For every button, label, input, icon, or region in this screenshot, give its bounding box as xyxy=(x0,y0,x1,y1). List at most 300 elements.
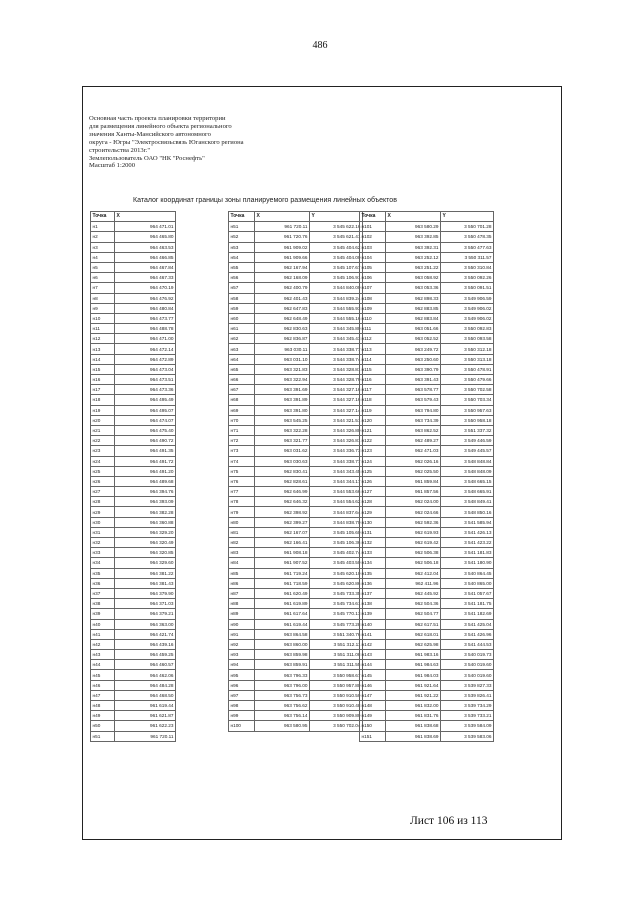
table-row xyxy=(360,273,494,283)
x-cell: 963 252.12 xyxy=(386,252,441,262)
table-row xyxy=(229,548,363,558)
y-cell: 3 541 181.75 xyxy=(441,599,494,609)
table-row xyxy=(91,344,176,354)
point-cell: н95 xyxy=(229,670,255,680)
x-cell: 962 412.04 xyxy=(386,568,441,578)
point-cell: н48 xyxy=(91,701,115,711)
y-cell: 3 544 839.24 xyxy=(310,293,363,303)
point-cell: н66 xyxy=(229,375,255,385)
x-cell: 963 756.62 xyxy=(255,701,310,711)
y-cell: 3 544 840.00 xyxy=(310,283,363,293)
project-header xyxy=(89,115,244,170)
x-cell: 964 466.85 xyxy=(115,252,176,262)
table-header-row xyxy=(91,212,176,222)
point-cell: н92 xyxy=(229,639,255,649)
point-cell: н44 xyxy=(91,660,115,670)
table-row xyxy=(91,415,176,425)
table-row xyxy=(229,354,363,364)
column-header-point: Точка xyxy=(229,212,255,222)
y-cell: 3 539 827.33 xyxy=(441,680,494,690)
point-cell: н10 xyxy=(91,313,115,323)
x-cell: 963 031.10 xyxy=(255,354,310,364)
header-line: Основная часть проекта планировки территории xyxy=(89,115,226,122)
point-cell: н121 xyxy=(360,425,386,435)
y-cell: 3 550 958.18 xyxy=(441,415,494,425)
x-cell: 963 860.00 xyxy=(255,639,310,649)
point-cell: н148 xyxy=(360,701,386,711)
point-cell: н113 xyxy=(360,344,386,354)
point-cell: н102 xyxy=(360,232,386,242)
x-cell: 962 648.49 xyxy=(255,313,310,323)
x-cell: 964 491.20 xyxy=(115,466,176,476)
table-row xyxy=(360,283,494,293)
point-cell: н131 xyxy=(360,527,386,537)
x-cell: 962 471.03 xyxy=(386,446,441,456)
y-cell: 3 550 701.28 xyxy=(441,222,494,232)
x-cell: 964 320.49 xyxy=(115,538,176,548)
y-cell: 3 541 426.96 xyxy=(441,629,494,639)
document-frame xyxy=(82,86,562,840)
x-cell: 962 646.99 xyxy=(255,487,310,497)
point-cell: н43 xyxy=(91,650,115,660)
point-cell: н54 xyxy=(229,252,255,262)
x-cell: 964 473.04 xyxy=(115,364,176,374)
point-cell: н79 xyxy=(229,507,255,517)
column-header-y: Y xyxy=(441,212,494,222)
point-cell: н60 xyxy=(229,313,255,323)
x-cell: 962 883.84 xyxy=(386,313,441,323)
point-cell: н120 xyxy=(360,415,386,425)
y-cell: 3 545 106.91 xyxy=(310,273,363,283)
y-cell: 3 550 093.58 xyxy=(441,334,494,344)
point-cell: н77 xyxy=(229,487,255,497)
table-row xyxy=(360,721,494,731)
point-cell: н45 xyxy=(91,670,115,680)
x-cell: 964 463.53 xyxy=(115,242,176,252)
table-row xyxy=(229,680,363,690)
x-cell: 964 421.74 xyxy=(115,629,176,639)
y-cell: 3 550 910.48 xyxy=(310,701,363,711)
y-cell: 3 551 311.55 xyxy=(310,660,363,670)
x-cell: 964 490.72 xyxy=(115,436,176,446)
x-cell: 963 796.33 xyxy=(255,670,310,680)
y-cell: 3 540 019.73 xyxy=(441,650,494,660)
table-row xyxy=(91,232,176,242)
x-cell: 962 618.01 xyxy=(386,629,441,639)
coordinates-table-3 xyxy=(359,211,494,742)
table-row xyxy=(360,313,494,323)
y-cell: 3 551 340.76 xyxy=(310,629,363,639)
y-cell: 3 544 326.81 xyxy=(310,436,363,446)
table-row xyxy=(360,405,494,415)
x-cell: 961 720.76 xyxy=(255,232,310,242)
x-cell: 963 391.89 xyxy=(255,395,310,405)
point-cell: н61 xyxy=(229,324,255,334)
x-cell: 962 625.98 xyxy=(386,639,441,649)
column-header-x: X xyxy=(386,212,441,222)
point-cell: н63 xyxy=(229,344,255,354)
x-cell: 961 619.89 xyxy=(255,599,310,609)
y-cell: 3 550 478.35 xyxy=(441,232,494,242)
table-row xyxy=(91,639,176,649)
table-row xyxy=(229,385,363,395)
table-row xyxy=(91,701,176,711)
x-cell: 963 796.00 xyxy=(255,680,310,690)
x-cell: 962 504.36 xyxy=(386,599,441,609)
y-cell: 3 549 446.59 xyxy=(441,436,494,446)
y-cell: 3 544 555.16 xyxy=(310,313,363,323)
point-cell: н32 xyxy=(91,538,115,548)
x-cell: 961 720.11 xyxy=(115,731,176,741)
table-row xyxy=(229,639,363,649)
x-cell: 962 166.41 xyxy=(255,538,310,548)
point-cell: н104 xyxy=(360,252,386,262)
x-cell: 961 921.22 xyxy=(386,690,441,700)
y-cell: 3 544 838.70 xyxy=(310,517,363,527)
x-cell: 963 859.91 xyxy=(255,660,310,670)
x-cell: 964 467.33 xyxy=(115,273,176,283)
y-cell: 3 548 665.15 xyxy=(441,476,494,486)
x-cell: 964 363.00 xyxy=(115,619,176,629)
y-cell: 3 549 906.59 xyxy=(441,293,494,303)
x-cell: 963 392.85 xyxy=(386,232,441,242)
table-header-row xyxy=(360,212,494,222)
point-cell: н51 xyxy=(91,731,115,741)
table-row xyxy=(91,324,176,334)
point-cell: н140 xyxy=(360,619,386,629)
y-cell: 3 539 734.29 xyxy=(441,701,494,711)
x-cell: 964 382.28 xyxy=(115,507,176,517)
point-cell: н94 xyxy=(229,660,255,670)
x-cell: 961 908.18 xyxy=(255,548,310,558)
point-cell: н135 xyxy=(360,568,386,578)
x-cell: 961 859.84 xyxy=(386,476,441,486)
x-cell: 964 460.57 xyxy=(115,660,176,670)
x-cell: 962 592.36 xyxy=(386,517,441,527)
point-cell: н105 xyxy=(360,262,386,272)
column-header-x: X xyxy=(255,212,310,222)
x-cell: 963 794.80 xyxy=(386,405,441,415)
table-row xyxy=(91,578,176,588)
y-cell: 3 544 336.73 xyxy=(310,446,363,456)
point-cell: н50 xyxy=(91,721,115,731)
sheet-label: Лист 106 из 113 xyxy=(410,815,488,827)
point-cell: н136 xyxy=(360,578,386,588)
table-row xyxy=(360,619,494,629)
table-row xyxy=(91,252,176,262)
table-row xyxy=(91,599,176,609)
y-cell: 3 550 702.58 xyxy=(441,385,494,395)
y-cell: 3 550 092.26 xyxy=(441,273,494,283)
table-row xyxy=(360,344,494,354)
y-cell: 3 545 105.60 xyxy=(310,527,363,537)
x-cell: 961 907.52 xyxy=(255,558,310,568)
table-row xyxy=(360,548,494,558)
x-cell: 964 360.88 xyxy=(115,517,176,527)
x-cell: 962 828.61 xyxy=(255,476,310,486)
table-row xyxy=(229,252,363,262)
table-row xyxy=(360,670,494,680)
x-cell: 962 489.27 xyxy=(386,436,441,446)
table-row xyxy=(360,395,494,405)
x-cell: 961 857.56 xyxy=(386,487,441,497)
x-cell: 963 392.31 xyxy=(386,242,441,252)
y-cell: 3 545 622.16 xyxy=(310,222,363,232)
point-cell: н90 xyxy=(229,619,255,629)
y-cell: 3 545 770.13 xyxy=(310,609,363,619)
table-row xyxy=(91,711,176,721)
x-cell: 964 381.43 xyxy=(115,578,176,588)
table-row xyxy=(360,385,494,395)
table-row xyxy=(91,588,176,598)
page-number: 486 xyxy=(312,40,328,51)
y-cell: 3 541 423.22 xyxy=(441,538,494,548)
header-line: Масштаб 1:2000 xyxy=(89,162,136,170)
table-row xyxy=(360,364,494,374)
point-cell: н116 xyxy=(360,375,386,385)
point-cell: н142 xyxy=(360,639,386,649)
header-line: округа - Югры "Электросвязьсвязь Юганского региона xyxy=(89,138,244,146)
x-cell: 963 051.66 xyxy=(386,324,441,334)
y-cell: 3 551 337.32 xyxy=(441,425,494,435)
y-cell: 3 544 555.93 xyxy=(310,303,363,313)
coordinates-table-1 xyxy=(90,211,176,742)
table-row xyxy=(229,660,363,670)
y-cell: 3 545 107.67 xyxy=(310,262,363,272)
x-cell: 962 898.33 xyxy=(386,293,441,303)
point-cell: н52 xyxy=(229,232,255,242)
point-cell: н35 xyxy=(91,568,115,578)
table-row xyxy=(91,303,176,313)
point-cell: н82 xyxy=(229,538,255,548)
table-row xyxy=(91,538,176,548)
table-row xyxy=(229,293,363,303)
table-row xyxy=(91,364,176,374)
x-cell: 963 756.14 xyxy=(255,711,310,721)
y-cell: 3 551 312.11 xyxy=(310,639,363,649)
point-cell: н39 xyxy=(91,609,115,619)
point-cell: н15 xyxy=(91,364,115,374)
x-cell: 964 473.51 xyxy=(115,375,176,385)
table-row xyxy=(229,334,363,344)
point-cell: н67 xyxy=(229,385,255,395)
y-cell: 3 549 906.02 xyxy=(441,303,494,313)
point-cell: н31 xyxy=(91,527,115,537)
table-row xyxy=(91,334,176,344)
point-cell: н129 xyxy=(360,507,386,517)
table-row xyxy=(360,690,494,700)
table-row xyxy=(91,262,176,272)
y-cell: 3 548 848.09 xyxy=(441,466,494,476)
x-cell: 963 249.72 xyxy=(386,344,441,354)
table-row xyxy=(229,527,363,537)
table-row xyxy=(360,731,494,741)
x-cell: 964 439.16 xyxy=(115,639,176,649)
x-cell: 963 578.77 xyxy=(386,385,441,395)
table-row xyxy=(229,609,363,619)
table-row xyxy=(91,293,176,303)
table-row xyxy=(229,232,363,242)
point-cell: н33 xyxy=(91,548,115,558)
table-row xyxy=(360,629,494,639)
point-cell: н22 xyxy=(91,436,115,446)
x-cell: 963 756.73 xyxy=(255,690,310,700)
point-cell: н89 xyxy=(229,609,255,619)
x-cell: 964 495.49 xyxy=(115,395,176,405)
y-cell: 3 540 864.45 xyxy=(441,568,494,578)
x-cell: 963 321.77 xyxy=(255,436,310,446)
point-cell: н16 xyxy=(91,375,115,385)
y-cell: 3 541 426.13 xyxy=(441,527,494,537)
x-cell: 964 320.85 xyxy=(115,548,176,558)
x-cell: 962 836.87 xyxy=(255,334,310,344)
header-line: Землепользователь ОАО "НК "Роснефть" xyxy=(89,154,205,162)
y-cell: 3 539 733.21 xyxy=(441,711,494,721)
table-row xyxy=(91,242,176,252)
table-row xyxy=(229,313,363,323)
y-cell: 3 544 327.16 xyxy=(310,395,363,405)
table-row xyxy=(360,701,494,711)
x-cell: 964 468.50 xyxy=(115,690,176,700)
point-cell: н72 xyxy=(229,436,255,446)
y-cell: 3 540 865.00 xyxy=(441,578,494,588)
point-cell: н107 xyxy=(360,283,386,293)
table-row xyxy=(229,283,363,293)
x-cell: 964 471.01 xyxy=(115,222,176,232)
x-cell: 963 250.60 xyxy=(386,354,441,364)
table-row xyxy=(91,690,176,700)
x-cell: 961 838.68 xyxy=(386,721,441,731)
table-row xyxy=(360,476,494,486)
y-cell: 3 544 553.66 xyxy=(310,487,363,497)
x-cell: 963 391.43 xyxy=(386,375,441,385)
point-cell: н28 xyxy=(91,497,115,507)
y-cell: 3 544 328.81 xyxy=(310,364,363,374)
x-cell: 964 480.84 xyxy=(115,303,176,313)
point-cell: н80 xyxy=(229,517,255,527)
table-row xyxy=(229,405,363,415)
y-cell: 3 544 345.80 xyxy=(310,324,363,334)
x-cell: 962 398.92 xyxy=(255,507,310,517)
table-row xyxy=(229,721,363,731)
point-cell: н27 xyxy=(91,487,115,497)
y-cell: 3 544 338.74 xyxy=(310,354,363,364)
point-cell: н36 xyxy=(91,578,115,588)
x-cell: 961 619.44 xyxy=(255,619,310,629)
x-cell: 962 619.42 xyxy=(386,538,441,548)
header-line: строительства 2013г." xyxy=(89,146,151,154)
point-cell: н40 xyxy=(91,619,115,629)
table-row xyxy=(360,456,494,466)
point-cell: н23 xyxy=(91,446,115,456)
point-cell: н19 xyxy=(91,405,115,415)
point-cell: н5 xyxy=(91,262,115,272)
point-cell: н124 xyxy=(360,456,386,466)
x-cell: 963 058.92 xyxy=(386,273,441,283)
point-cell: н110 xyxy=(360,313,386,323)
table-row xyxy=(229,395,363,405)
y-cell: 3 541 425.04 xyxy=(441,619,494,629)
table-row xyxy=(229,497,363,507)
point-cell: н114 xyxy=(360,354,386,364)
y-cell: 3 545 402.74 xyxy=(310,548,363,558)
point-cell: н84 xyxy=(229,558,255,568)
x-cell: 964 471.00 xyxy=(115,334,176,344)
point-cell: н147 xyxy=(360,690,386,700)
point-cell: н42 xyxy=(91,639,115,649)
point-cell: н98 xyxy=(229,701,255,711)
x-cell: 962 025.50 xyxy=(386,466,441,476)
x-cell: 962 168.09 xyxy=(255,273,310,283)
x-cell: 964 379.21 xyxy=(115,609,176,619)
point-cell: н137 xyxy=(360,588,386,598)
x-cell: 961 832.00 xyxy=(386,701,441,711)
table-row xyxy=(229,436,363,446)
y-cell: 3 550 909.89 xyxy=(310,711,363,721)
table-row xyxy=(360,568,494,578)
table-row xyxy=(91,385,176,395)
x-cell: 961 718.59 xyxy=(255,578,310,588)
point-cell: н2 xyxy=(91,232,115,242)
point-cell: н4 xyxy=(91,252,115,262)
point-cell: н85 xyxy=(229,568,255,578)
y-cell: 3 550 957.80 xyxy=(310,680,363,690)
point-cell: н75 xyxy=(229,466,255,476)
table-row xyxy=(229,568,363,578)
y-cell: 3 550 311.57 xyxy=(441,252,494,262)
table-row xyxy=(360,425,494,435)
point-cell: н134 xyxy=(360,558,386,568)
table-row xyxy=(91,650,176,660)
y-cell: 3 544 328.79 xyxy=(310,375,363,385)
x-cell: 962 167.94 xyxy=(255,262,310,272)
table-row xyxy=(360,558,494,568)
table-row xyxy=(91,476,176,486)
y-cell: 3 544 343.45 xyxy=(310,466,363,476)
x-cell: 962 445.92 xyxy=(386,588,441,598)
point-cell: н24 xyxy=(91,456,115,466)
table-row xyxy=(360,711,494,721)
point-cell: н123 xyxy=(360,446,386,456)
y-cell: 3 545 773.28 xyxy=(310,619,363,629)
y-cell: 3 548 848.84 xyxy=(441,456,494,466)
y-cell: 3 541 180.90 xyxy=(441,558,494,568)
table-row xyxy=(91,395,176,405)
point-cell: н70 xyxy=(229,415,255,425)
point-cell: н49 xyxy=(91,711,115,721)
y-cell: 3 539 826.41 xyxy=(441,690,494,700)
column-header-x: X xyxy=(115,212,176,222)
y-cell: 3 540 019.60 xyxy=(441,660,494,670)
table-row xyxy=(91,568,176,578)
table-row xyxy=(229,273,363,283)
x-cell: 963 030.11 xyxy=(255,344,310,354)
table-row xyxy=(360,527,494,537)
table-row xyxy=(360,324,494,334)
x-cell: 964 371.03 xyxy=(115,599,176,609)
point-cell: н143 xyxy=(360,650,386,660)
point-cell: н74 xyxy=(229,456,255,466)
y-cell: 3 541 444.53 xyxy=(441,639,494,649)
point-cell: н118 xyxy=(360,395,386,405)
point-cell: н127 xyxy=(360,487,386,497)
x-cell: 962 024.00 xyxy=(386,497,441,507)
table-row xyxy=(91,558,176,568)
table-row xyxy=(91,456,176,466)
point-cell: н145 xyxy=(360,670,386,680)
point-cell: н112 xyxy=(360,334,386,344)
point-cell: н8 xyxy=(91,293,115,303)
